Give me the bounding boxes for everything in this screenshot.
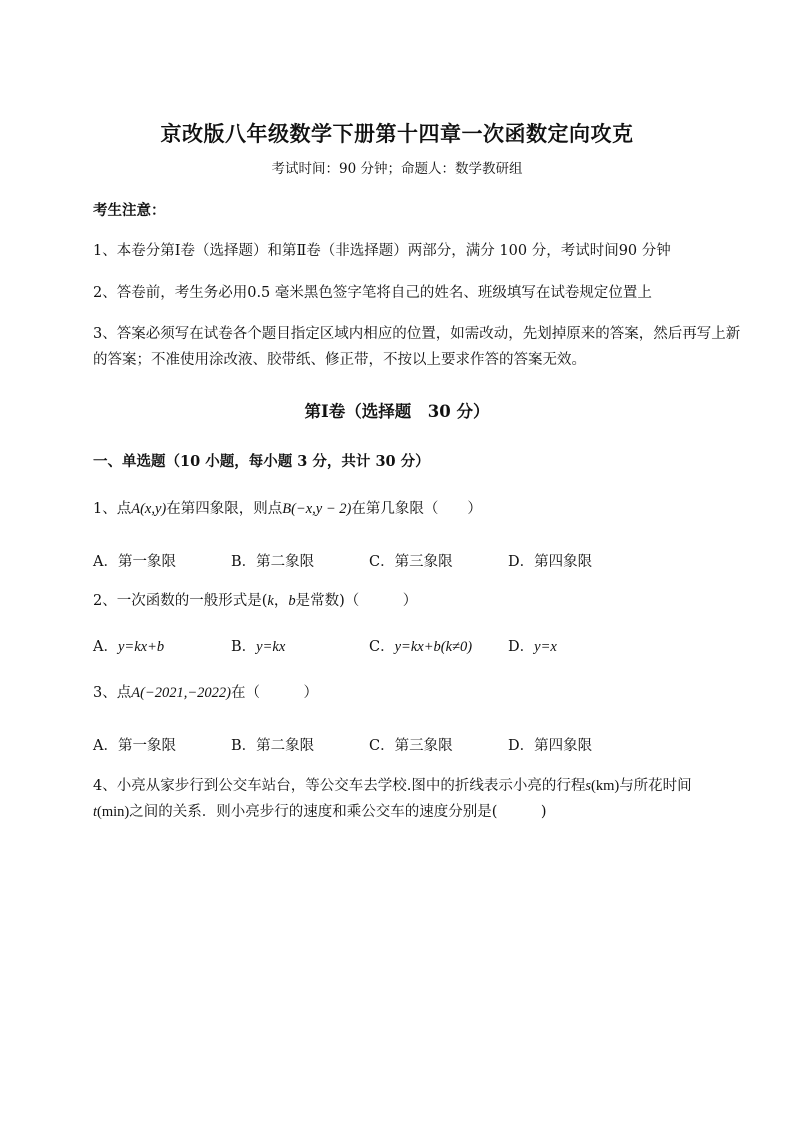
q4-line1-prefix: 4、小亮从家步行到公交车站台，等公交车去学校.图中的折线表示小亮的行程: [93, 778, 586, 794]
q3-suffix: 在（ ）: [230, 685, 318, 701]
q2-option-b-formula: y=kx: [256, 639, 286, 655]
q2-prefix: 2、一次函数的一般形式是(: [93, 593, 268, 609]
q1-option-d[interactable]: D．第四象限: [508, 554, 593, 570]
q1-option-c[interactable]: C．第三象限: [369, 554, 453, 570]
question-4-line-1: [93, 774, 692, 799]
exam-subtitle: 考试时间：90 分钟；命题人：数学教研组: [271, 161, 523, 177]
q2-mid: ，: [273, 593, 289, 609]
q1-option-a[interactable]: A．第一象限: [93, 554, 176, 570]
section-title: 第Ⅰ卷（选择题 30 分）: [304, 402, 490, 421]
q4-unit-km: (km): [591, 778, 620, 794]
q2-option-a-label: A．: [93, 639, 118, 655]
notice-item-3-cont: 的答案；不准使用涂改液、胶带纸、修正带，不按以上要求作答的答案无效。: [93, 352, 586, 368]
q1-suffix: 在第几象限（ ）: [351, 501, 482, 517]
question-4-line-2: [93, 800, 547, 825]
q1-prefix: 1、点: [93, 501, 132, 517]
q3-option-d[interactable]: D．第四象限: [508, 738, 593, 754]
q3-prefix: 3、点: [93, 685, 132, 701]
q2-option-c[interactable]: [369, 635, 472, 656]
notice-item-3: 3、答案必须写在试卷各个题目指定区域内相应的位置，如需改动，先划掉原来的答案，然后再写上新: [93, 326, 741, 342]
q4-unit-min: (min): [97, 804, 130, 820]
q4-line1-suffix: 与所花时间: [619, 778, 692, 794]
notice-item-2: 2、答卷前，考生务必用0.5 毫米黑色签字笔将自己的姓名、班级填写在试卷规定位置上: [93, 285, 652, 301]
q2-option-d-label: D．: [508, 639, 535, 655]
q1-point-b: B(−x,y − 2): [282, 501, 352, 517]
question-2: [93, 589, 417, 614]
q2-option-a-formula: y=kx+b: [117, 639, 165, 655]
exam-title: 京改版八年级数学下册第十四章一次函数定向攻克: [160, 121, 634, 146]
q2-option-d[interactable]: [508, 635, 557, 656]
question-3: [93, 681, 318, 706]
q3-option-b[interactable]: B．第二象限: [231, 738, 315, 754]
q1-mid: 在第四象限，则点: [166, 501, 283, 517]
notice-item-1: 1、本卷分第Ⅰ卷（选择题）和第Ⅱ卷（非选择题）两部分，满分 100 分，考试时间90 分钟: [93, 243, 671, 259]
q2-suffix: 是常数)（ ）: [295, 593, 418, 609]
q2-option-b[interactable]: [231, 635, 285, 656]
q3-option-a[interactable]: A．第一象限: [93, 738, 176, 754]
q2-var-b: b: [288, 593, 296, 609]
question-1: [93, 497, 482, 522]
q1-point-a: A(x,y): [131, 501, 167, 517]
q2-option-b-label: B．: [231, 639, 257, 655]
notice-heading: 考生注意：: [93, 202, 166, 219]
q2-option-a[interactable]: [93, 635, 164, 656]
q3-point-a: A(−2021,−2022): [131, 685, 231, 701]
q2-option-d-formula: y=x: [534, 639, 557, 655]
q2-var-k: k: [267, 593, 274, 609]
q3-option-c[interactable]: C．第三象限: [369, 738, 453, 754]
q4-line2-suffix: 之间的关系．则小亮步行的速度和乘公交车的速度分别是( ): [129, 804, 547, 820]
q4-var-t: t: [93, 804, 98, 820]
q2-option-c-label: C．: [369, 639, 395, 655]
part-heading: 一、单选题（10 小题，每小题 3 分，共计 30 分）: [93, 453, 430, 470]
q1-option-b[interactable]: B．第二象限: [231, 554, 315, 570]
q4-var-s: s: [585, 778, 591, 794]
q2-option-c-formula: y=kx+b(k≠0): [394, 639, 473, 655]
